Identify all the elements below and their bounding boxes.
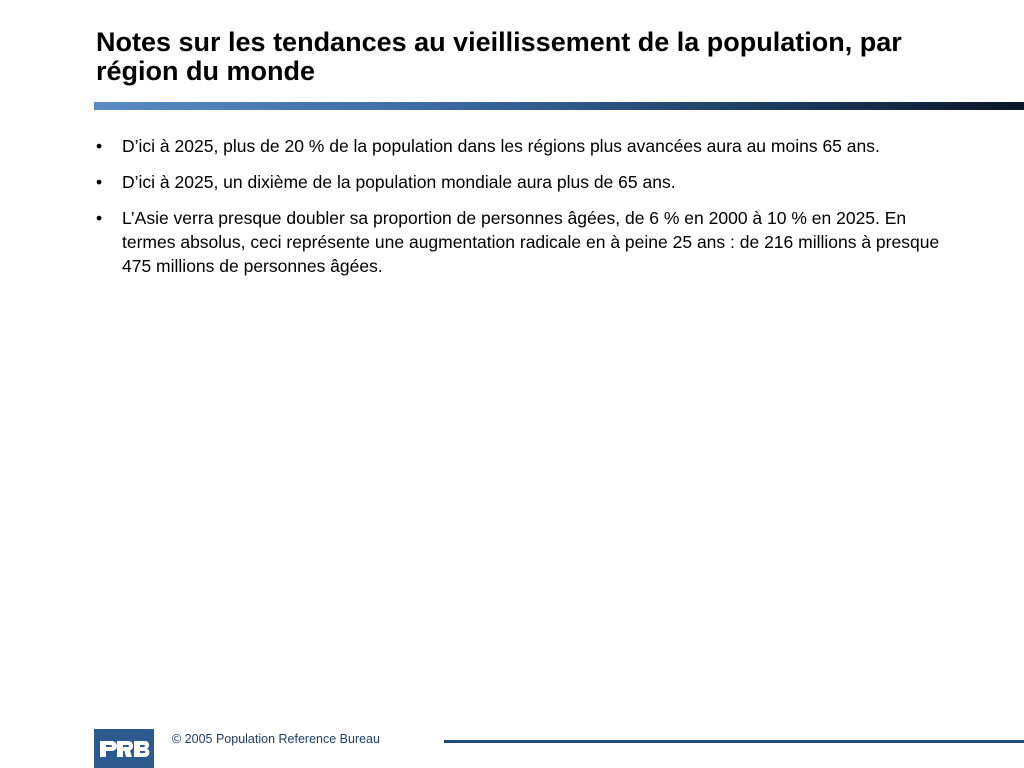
bullet-icon: • xyxy=(96,136,103,156)
prb-logo xyxy=(94,729,154,768)
bullet-item xyxy=(96,206,956,278)
prb-logo-icon xyxy=(98,739,150,759)
bullet-text: D’ici à 2025, plus de 20 % de la population dans les régions plus avancées aura au moins 65 ans. xyxy=(122,136,880,156)
bullet-icon: • xyxy=(96,172,103,192)
bullet-text: L’Asie verra presque doubler sa proportion de personnes âgées, de 6 % en 2000 à 10 % en 2025. En termes absolus, ceci représente une augmentation radicale en à peine 25 ans : de 216 millions à presque 475 millions de personnes âgées. xyxy=(122,208,940,276)
bullet-list xyxy=(96,134,956,290)
footer-divider xyxy=(444,740,1024,743)
copyright-text: © 2005 Population Reference Bureau xyxy=(172,732,380,746)
bullet-item xyxy=(96,134,956,158)
bullet-text: D’ici à 2025, un dixième de la population mondiale aura plus de 65 ans. xyxy=(122,172,676,192)
slide-title: Notes sur les tendances au vieillissement de la population, par région du monde xyxy=(96,27,902,86)
title-divider xyxy=(94,102,1024,110)
bullet-item xyxy=(96,170,956,194)
bullet-icon: • xyxy=(96,208,103,228)
